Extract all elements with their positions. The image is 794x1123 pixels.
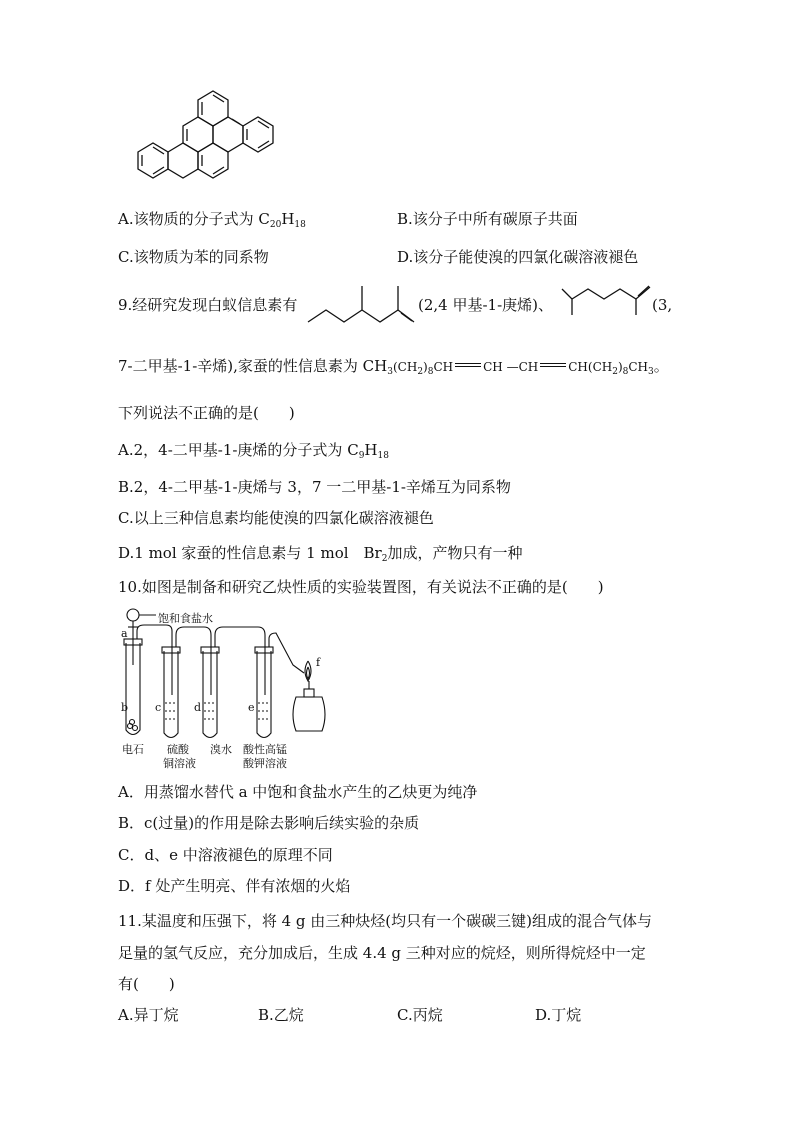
q9-option-c: C.以上三种信息素均能使溴的四氯化碳溶液褪色 bbox=[118, 509, 434, 527]
label-f: f bbox=[316, 656, 321, 669]
label-e: e bbox=[248, 701, 255, 714]
q10-option-a: A．用蒸馏水替代 a 中饱和食盐水产生的乙炔更为纯净 bbox=[118, 783, 478, 801]
label-kmno4-1: 酸性高锰 bbox=[243, 743, 287, 756]
q9-stem-line2: 7-二甲基-1-辛烯),家蚕的性信息素为 $CH_3(CH_2)_8CH$ CH —CH $CH(CH_2)_8CH_3$。 bbox=[118, 357, 669, 377]
label-bromine: 溴水 bbox=[210, 743, 232, 756]
q10-option-b: B．c(过量)的作用是除去影响后续实验的杂质 bbox=[118, 814, 420, 832]
q9-stem-part3: (3, bbox=[652, 296, 673, 314]
q11-option-d: D.丁烷 bbox=[535, 1006, 582, 1024]
q11-stem-line2: 足量的氢气反应，充分加成后，生成 4.4 g 三种对应的烷烃，则所得烷烃中一定 bbox=[118, 944, 646, 962]
polycyclic-aromatic-structure bbox=[130, 95, 300, 195]
q9-option-d: D.1 mol 家蚕的性信息素与 1 mol $Br_2$加成，产物只有一种 bbox=[118, 544, 523, 564]
q8-option-b: B.该分子中所有碳原子共面 bbox=[397, 210, 578, 228]
q11-option-b: B.乙烷 bbox=[258, 1006, 304, 1024]
label-carbide: 电石 bbox=[122, 743, 144, 756]
label-c: c bbox=[155, 701, 162, 714]
label-cuso4-1: 硫酸 bbox=[167, 743, 189, 756]
q11-stem-line1: 11.某温度和压强下，将 4 g 由三种炔烃(均只有一个碳碳三键)组成的混合气体与 bbox=[118, 912, 653, 930]
dimethyloctene-structure bbox=[560, 283, 655, 321]
q8-option-c: C.该物质为苯的同系物 bbox=[118, 248, 269, 266]
q9-option-a: A.2，4-二甲基-1-庚烯的分子式为 $C_9H_{18}$ bbox=[118, 441, 389, 461]
q10-stem: 10.如图是制备和研究乙炔性质的实验装置图，有关说法不正确的是( ) bbox=[118, 578, 604, 596]
q9-option-b: B.2，4-二甲基-1-庚烯与 3，7 一二甲基-1-辛烯互为同系物 bbox=[118, 478, 511, 496]
q9-stem-line3: 下列说法不正确的是( ) bbox=[118, 404, 295, 422]
label-a: a bbox=[121, 627, 128, 640]
label-d: d bbox=[194, 701, 202, 714]
q11-stem-line3: 有( ) bbox=[118, 975, 175, 993]
dimethylheptene-structure bbox=[306, 280, 416, 328]
q8-option-a: A.该物质的分子式为 $C_{20}H_{18}$ bbox=[118, 210, 306, 230]
q11-option-c: C.丙烷 bbox=[397, 1006, 443, 1024]
q10-option-c: C．d、e 中溶液褪色的原理不同 bbox=[118, 846, 333, 864]
label-cuso4-2: 铜溶液 bbox=[163, 757, 196, 770]
label-kmno4-2: 酸钾溶液 bbox=[243, 757, 287, 770]
q11-option-a: A.异丁烷 bbox=[118, 1006, 179, 1024]
q9-stem-part1: 9.经研究发现白蚁信息素有 bbox=[118, 296, 298, 314]
q10-option-d: D．f 处产生明亮、伴有浓烟的火焰 bbox=[118, 877, 351, 895]
q9-stem-part2: (2,4 甲基-1-庚烯)、 bbox=[418, 296, 554, 314]
label-saturated-brine: 饱和食盐水 bbox=[158, 612, 213, 625]
q8-option-d: D.该分子能使溴的四氯化碳溶液褪色 bbox=[397, 248, 639, 266]
label-b: b bbox=[121, 701, 129, 714]
